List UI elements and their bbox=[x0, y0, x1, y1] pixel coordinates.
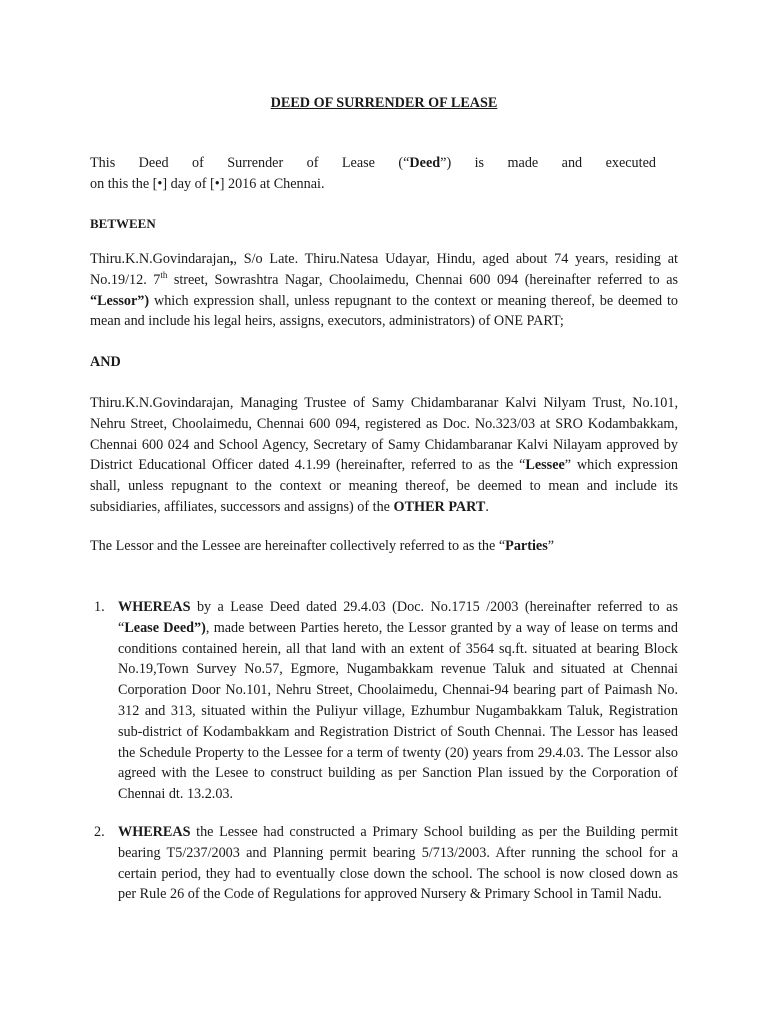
lessee-text: ” which expression shall, unless repugnant to the context or meaning thereof, be deemed to mean and include its subsidiaries, affiliates, successors and assigns) of the bbox=[90, 457, 678, 515]
document-title: DEED OF SURRENDER OF LEASE bbox=[270, 95, 498, 111]
list-item-body bbox=[118, 822, 678, 905]
between-heading: BETWEEN bbox=[90, 216, 156, 231]
lessee-paragraph bbox=[90, 393, 678, 518]
lessor-text: , S/o Late. Thiru.Natesa Udayar, Hindu, aged about 74 years, residing at No.19/12. 7 bbox=[90, 251, 678, 288]
lessee-text: . bbox=[485, 498, 489, 515]
parties-paragraph bbox=[90, 536, 678, 557]
lessor-name: Thiru.K.N.Govindarajan bbox=[90, 251, 230, 267]
and-heading: AND bbox=[90, 354, 121, 370]
parties-term: Parties bbox=[505, 538, 548, 554]
parties-text: The Lessor and the Lessee are hereinafter collectively referred to as the “ bbox=[90, 538, 506, 554]
intro-text: This Deed of Surrender of Lease (“ bbox=[90, 155, 410, 171]
list-number: 2. bbox=[94, 824, 105, 840]
intro-paragraph bbox=[90, 153, 678, 195]
list-item-body bbox=[118, 597, 678, 805]
intro-line-1 bbox=[90, 153, 656, 174]
lessee-term: Lessee bbox=[525, 457, 565, 474]
recital-text: by a Lease Deed dated 29.4.03 (Doc. No.1715 /2003 (hereinafter referred to as “ bbox=[118, 599, 678, 636]
lessor-term: “Lessor”) bbox=[90, 292, 150, 309]
lessor-text: street, Sowrashtra Nagar, Choolaimedu, Chennai 600 094 (hereinafter referred to as bbox=[167, 271, 679, 288]
lessor-text: which expression shall, unless repugnant to the context or meaning thereof, be deemed to mean and include his legal heirs, assigns, executors, administrators) of ONE PART; bbox=[90, 292, 678, 330]
intro-text: ”) is made and executed bbox=[440, 155, 656, 171]
ordinal-suffix: th bbox=[160, 269, 168, 280]
lease-deed-term: Lease Deed”) bbox=[124, 619, 206, 636]
whereas-term: WHEREAS bbox=[118, 824, 191, 840]
list-number: 1. bbox=[94, 599, 105, 615]
intro-line-2: on this the [•] day of [•] 2016 at Chennai. bbox=[90, 175, 325, 192]
recital-text: , made between Parties hereto, the Lessor granted by a way of lease on terms and conditions contained herein, all that land with an extent of 3564 sq.ft. situated at bearing Block No.19,Town Survey No.57, Egmore, Nugambakkam revenue Taluk and situated at Chennai Corporation Door No.101, Nehru Street, Choolaimedu, Chennai-94 bearing part of Paimash No. 312 and 313, situated within the Puliyur village, Ezhumbur Nugambakkam Taluk, Registration sub-district of Kodambakkam and Registration District of South Chennai. The Lessor has leased the Schedule Property to the Lessee for a term of twenty (20) years from 29.4.03. The Lessor also agreed with the Lesee to construct building as per Sanction Plan issued by the Corporation of Chennai dt. 13.2.03. bbox=[118, 619, 678, 803]
deed-term: Deed bbox=[409, 155, 441, 171]
other-part-term: OTHER PART bbox=[393, 498, 486, 515]
recital-text: the Lessee had constructed a Primary School building as per the Building permit bearing T5/237/2003 and Planning permit bearing 5/713/2003. After running the school for a certain period, they had to eventually close down the school. The school is now closed down as per Rule 26 of the Code of Regulations for approved Nursery & Primary School in Tamil Nadu. bbox=[118, 824, 678, 903]
lessor-paragraph: Thiru.K.N.Govindarajan,, S/o Late. Thiru.Natesa Udayar, Hindu, aged about 74 years, residing at No.19/12. 7th street, Sowrashtra Nagar, Choolaimedu, Chennai 600 094 (hereinafter referred to as “Lessor”) which expression shall, unless repugnant to the context or meaning thereof, be deemed to mean and include his legal heirs, assigns, executors, administrators) of ONE PART; bbox=[90, 251, 679, 330]
lessee-text: Thiru.K.N.Govindarajan, Managing Trustee of Samy Chidambaranar Kalvi Nilyam Trust, No.101, Nehru Street, Choolaimedu, Chennai 600 094, registered as Doc. No.323/03 at SRO Kodambakkam, Chennai 600 024 and School Agency, Secretary of Samy Chidambaranar Kalvi Nilayam approved by District Educational Officer dated 4.1.99 (hereinafter, referred to as the “ bbox=[90, 395, 678, 474]
parties-text: ” bbox=[547, 538, 555, 554]
whereas-term: WHEREAS bbox=[118, 599, 191, 615]
